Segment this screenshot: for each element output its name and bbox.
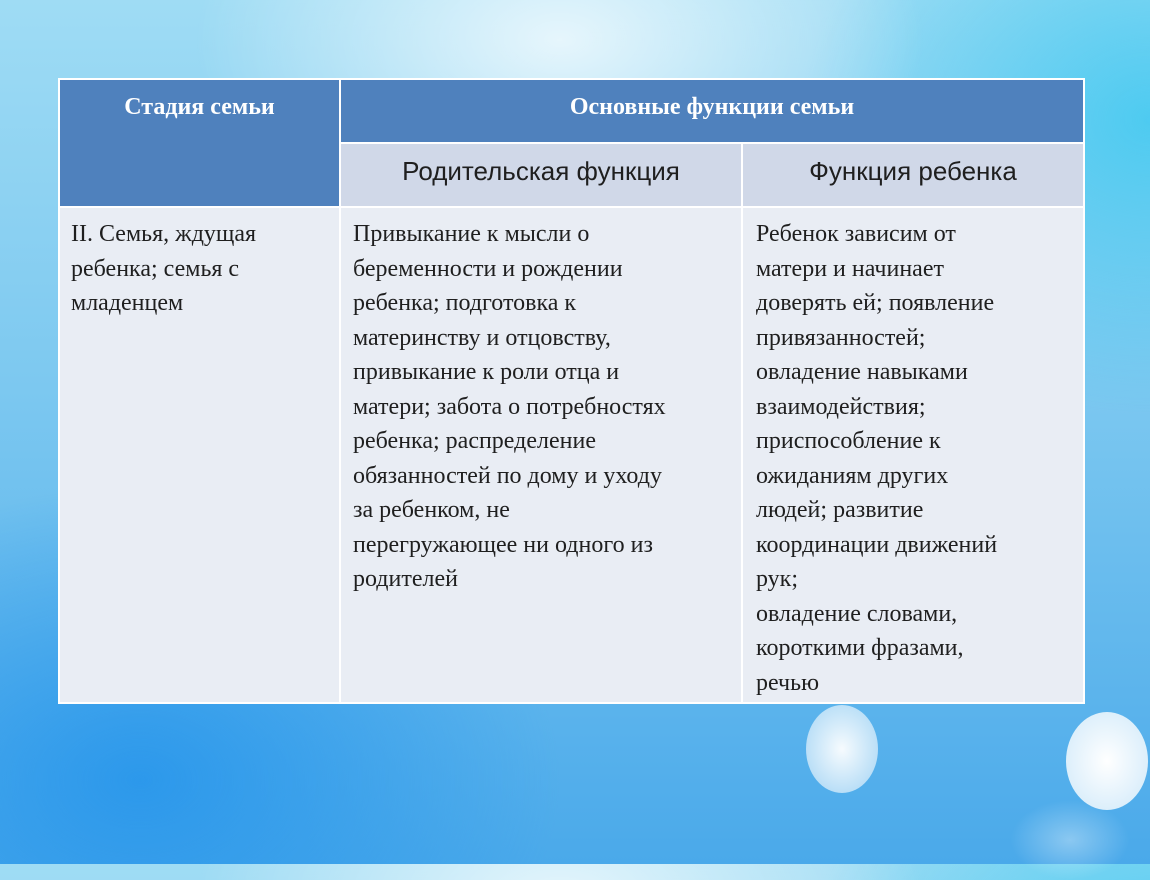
header-stage: Стадия семьи [59,79,340,207]
text-line: координации движений [756,531,998,558]
text-line: приспособление к [756,428,941,454]
text-line: речью [756,669,819,696]
text-line: родителей [353,566,458,592]
child-function-cell [742,207,1084,703]
text-line: ребенка; распределение [353,428,596,454]
header-functions: Основные функции семьи [340,79,1084,143]
text-line: перегружающее ни одного из [353,531,653,558]
text-line: беременности и рождении [353,255,623,282]
table-row [59,207,1084,703]
text-line: матери; забота о потребностях [353,393,666,420]
header-parental-function: Родительская функция [340,143,742,207]
text-line: привязанностей; [756,324,926,351]
text-line: ребенка; семья с [71,255,240,282]
family-stage-table [58,78,1085,704]
decorative-bubble [1066,712,1148,810]
decorative-glow [1010,800,1130,880]
decorative-bubble [806,705,878,793]
text-line: рук; [756,566,799,592]
text-line: младенцем [71,290,184,316]
text-line: привыкание к роли отца и [353,359,620,385]
text-line: обязанностей по дому и уходу [353,462,662,489]
text-line: ожиданиям других [756,462,949,489]
text-line: доверять ей; появление [756,290,995,316]
text-line: Привыкание к мысли о [353,221,590,247]
text-line: овладение словами, [756,600,958,627]
text-line: ребенка; подготовка к [353,290,577,316]
text-line: II. Семья, ждущая [71,221,257,247]
text-line: овладение навыками [756,359,968,385]
header-child-function: Функция ребенка [742,143,1084,207]
text-line: взаимодействия; [756,393,926,420]
text-line: людей; развитие [756,497,924,523]
header-row [59,79,1084,143]
stage-cell [59,207,340,703]
text-line: короткими фразами, [756,635,964,661]
text-line: матери и начинает [756,255,944,282]
text-line: Ребенок зависим от [756,221,956,247]
parental-function-cell [340,207,742,703]
text-line: материнству и отцовству, [353,324,611,351]
text-line: за ребенком, не [353,497,510,523]
